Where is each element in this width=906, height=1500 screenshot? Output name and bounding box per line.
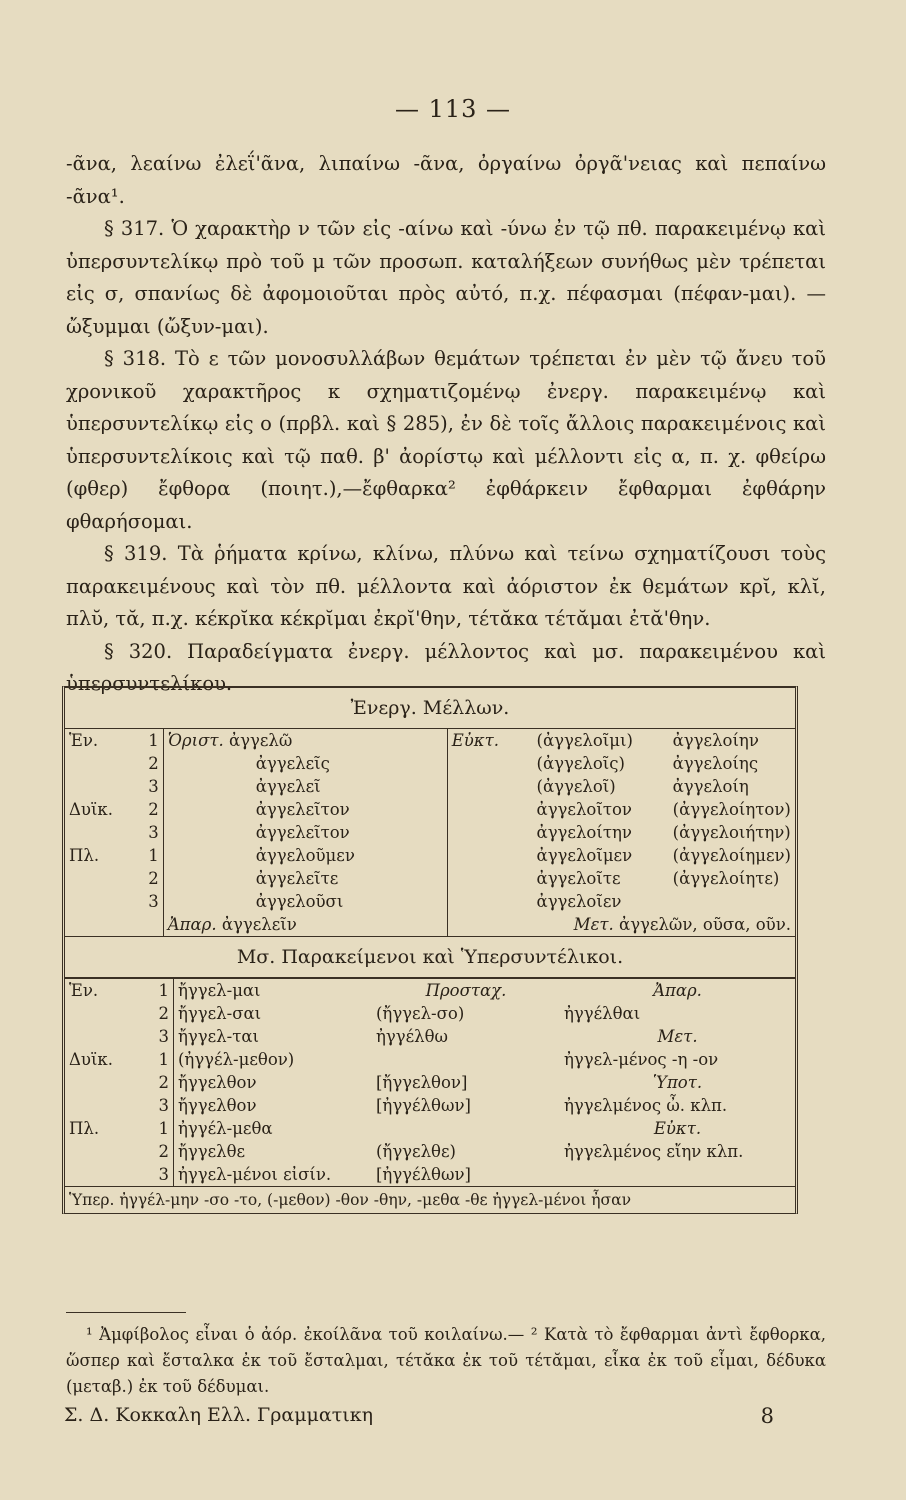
perfect-middle-header: Μσ. Παρακείμενοι καὶ Ὑπερσυντέλικοι.: [65, 937, 795, 979]
table-row: 3 ἀγγελεῖ (ἀγγελοῖ) ἀγγελοίη: [65, 775, 795, 798]
future-active-header: Ἐνεργ. Μέλλων.: [65, 688, 795, 729]
table-row: 3 ἤγγελθον [ἠγγέλθων] ἠγγελμένος ὦ. κλπ.: [65, 1094, 795, 1117]
future-active-table: [65, 687, 795, 936]
footnote: ¹ Ἀμφίβολος εἶναι ὁ ἀόρ. ἐκοίλᾶνα τοῦ κοιλαίνω.— ² Κατὰ τὸ ἔφθαρμαι ἀντὶ ἔφθορκα, ὥσπερ καὶ ἔσταλκα ἐκ τοῦ ἔσταλμαι, τέτᾰκα ἐκ τοῦ τέτᾰμαι, εἷκα ἐκ τοῦ εἷμαι, δέδυκα (μεταβ.) ἐκ τοῦ δέδυμαι.: [66, 1325, 826, 1396]
page-number: — 113 —: [394, 95, 512, 123]
paragraph-319: § 319. Τὰ ῥήματα κρίνω, κλίνω, πλύνω καὶ τείνω σχηματίζουσι τοὺς παρακειμένους καὶ τὸν πθ. μέλλοντα καὶ ἀόριστον ἐκ θεμάτων κρῐ, κλῐ, πλῠ, τᾰ, π.χ. κέκρῐκα κέκρῐμαι ἐκρῐ'θην, τέτᾰκα τέτᾰμαι ἐτᾰ'θην.: [66, 542, 826, 630]
paragraph-318: § 318. Τὸ ε τῶν μονοσυλλάβων θεμάτων τρέπεται ἐν μὲν τῷ ἄνευ τοῦ χρονικοῦ χαρακτῆρος κ σχηματιζομένῳ ἐνεργ. παρακειμένῳ καὶ ὑπερσυντελίκῳ εἰς ο (πρβλ. καὶ § 285), ἐν δὲ τοῖς ἄλλοις παρακειμένοις καὶ ὑπερσυντελίκοις καὶ τῷ παθ. β' ἀορίστῳ καὶ μέλλοντι εἰς α, π. χ. φθείρω (φθερ) ἔφθορα (ποιητ.),—ἔφθαρκα² ἐφθάρκειν ἔφθαρμαι ἐφθάρην φθαρήσομαι.: [66, 347, 826, 533]
table-row: Πλ. 1 ἠγγέλ-μεθα Εὐκτ.: [69, 1119, 702, 1138]
table-row: Δυϊκ. 2 ἀγγελεῖτον ἀγγελοῖτον (ἀγγελοίητον): [69, 800, 791, 819]
body-text: [66, 148, 826, 701]
table-row: Ἑν. 1 ἤγγελ-μαι Προσταχ. Ἀπαρ.: [65, 978, 795, 1002]
infinitive-value: ἀγγελεῖν: [221, 915, 297, 934]
participle-label: Μετ.: [573, 915, 614, 934]
table-row: Δυϊκ. 1 (ἠγγέλ-μεθον) ἠγγελ-μένος -η -ον: [69, 1050, 719, 1069]
table-row: Ἑν. 1 Ὁριστ. ἀγγελῶ Εὐκτ. (ἀγγελοῖμι) ἀγγελοίην: [65, 729, 795, 753]
table-row: 3 ἤγγελ-ται ἠγγέλθω Μετ.: [65, 1025, 795, 1048]
paragraph-320: § 320. Παραδείγματα ἐνεργ. μέλλοντος καὶ μσ. παρακειμένου καὶ ὑπερσυντελίκου.: [66, 639, 826, 695]
indicative-label: Ὁριστ.: [167, 731, 224, 750]
table-row: 3 ἀγγελοῦσι ἀγγελοῖεν: [65, 890, 795, 913]
table-row: 2 ἀγγελεῖτε ἀγγελοῖτε (ἀγγελοίητε): [65, 867, 795, 890]
table-row: 2 ἀγγελεῖς (ἀγγελοῖς) ἀγγελοίης: [65, 752, 795, 775]
paragraph-continuation: -ᾶνα, λεαίνω ἐλεΐ'ᾶνα, λιπαίνω -ᾶνα, ὀργαίνω ὀργᾶ'νειας καὶ πεπαίνω -ᾶνα¹.: [66, 152, 826, 208]
table-row: 3 ἀγγελεῖτον ἀγγελοίτην (ἀγγελοιήτην): [65, 821, 795, 844]
perfect-middle-table: [65, 936, 795, 1213]
table-row: 2 ἤγγελθον [ἤγγελθον] Ὑποτ.: [65, 1071, 795, 1094]
table-row: 2 ἤγγελ-σαι (ἤγγελ-σο) ἠγγέλθαι: [65, 1002, 795, 1025]
conjugation-tables: [62, 686, 798, 1214]
infinitive-label: Ἀπαρ.: [167, 915, 217, 934]
paragraph-317: § 317. Ὁ χαρακτὴρ ν τῶν εἰς -αίνω καὶ -ύνω ἐν τῷ πθ. παρακειμένῳ καὶ ὑπερσυντελίκῳ πρὸ τοῦ μ τῶν προσωπ. καταλήξεων συνήθως μὲν τρέπεται εἰς σ, σπανίως δὲ ἀφομοιοῦται πρὸς αὐτό, π.χ. πέφασμαι (πέφαν-μαι). —ὤξυμμαι (ὤξυν-μαι).: [66, 217, 826, 338]
footer-title: Σ. Δ. Κοκκαλη Ελλ. Γραμματικη: [64, 1404, 373, 1426]
table-row: [65, 913, 795, 936]
page-footer: [64, 1404, 774, 1426]
table-row: 3 ἠγγελ-μένοι εἰσίν. [ἠγγέλθων]: [65, 1163, 795, 1187]
table-row: 2 ἤγγελθε (ἤγγελθε) ἠγγελμένος εἴην κλπ.: [65, 1140, 795, 1163]
participle-value: ἀγγελῶν, οῦσα, οῦν.: [619, 915, 791, 934]
optative-label: Εὐκτ.: [451, 731, 499, 750]
signature-mark: 8: [760, 1404, 774, 1428]
footnote-rule: [66, 1312, 186, 1313]
table-row: Πλ. 1 ἀγγελοῦμεν ἀγγελοῖμεν (ἀγγελοίημεν): [69, 846, 791, 865]
pluperfect-row: Ὑπερ. ἠγγέλ-μην -σο -το, (-μεθον) -θον -θην, -μεθα -θε ἠγγελ-μένοι ἦσαν: [65, 1187, 795, 1214]
